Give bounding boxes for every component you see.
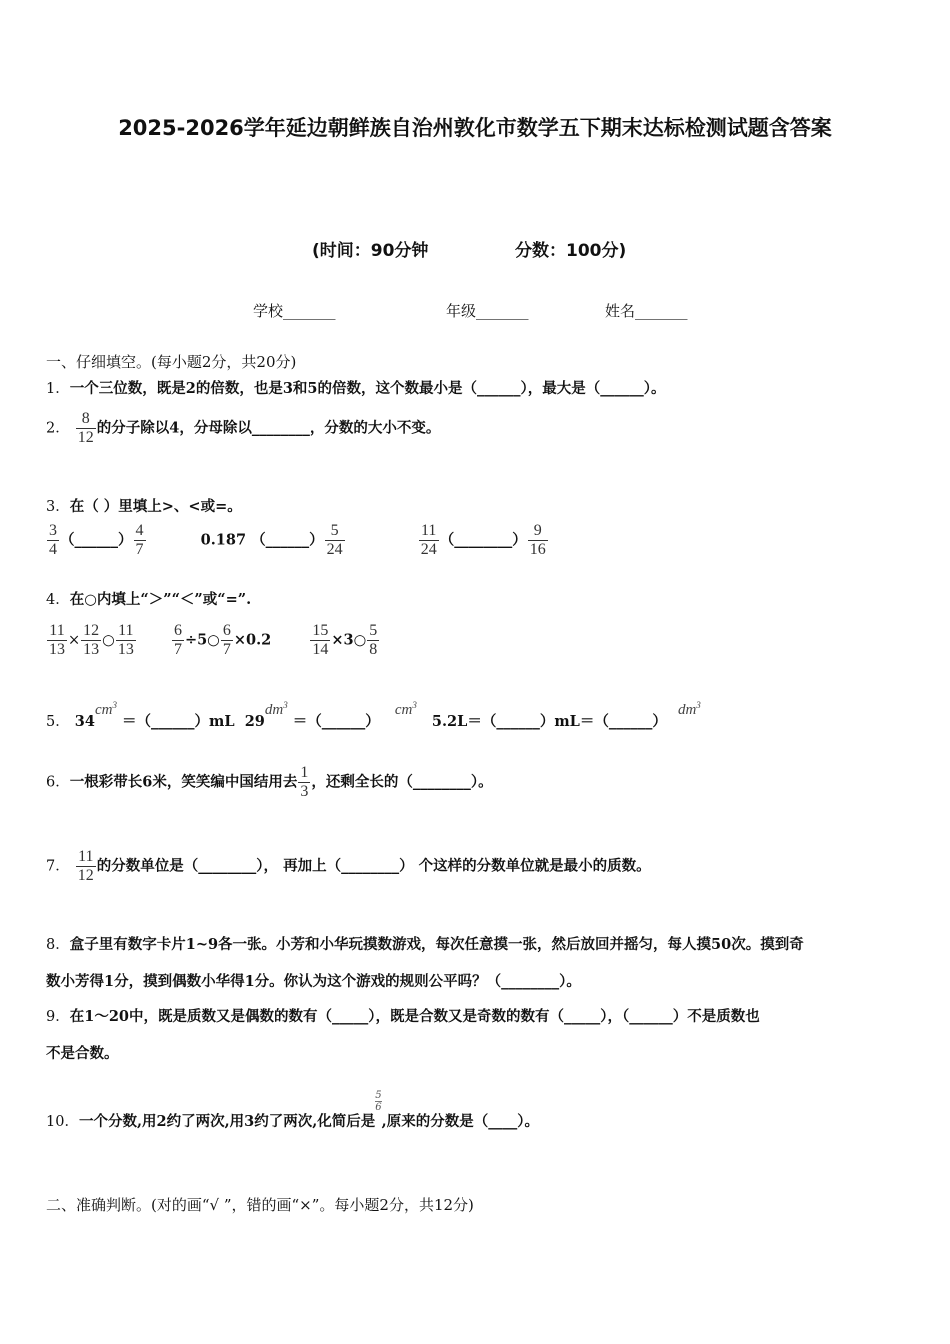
- question-9: [46, 1005, 760, 1026]
- unit-cubic-dm: $dm^3$: [677, 700, 701, 718]
- fraction: $\frac{11}{12}$: [77, 848, 94, 884]
- question-text: 盒子里有数字卡片1~9各一张。小芳和小华玩摸数游戏，每次任意摸一张，然后放回并摇匀，每人摸50次。摸到奇: [69, 936, 804, 953]
- unit-cubic-cm: $cm^3$: [94, 700, 117, 718]
- question-4: [46, 588, 251, 609]
- fraction: $\frac{15}{14}$: [312, 622, 329, 658]
- grade-field: 年级_______: [446, 302, 529, 320]
- question-10: 10．一个分数,用2约了两次,用3约了两次,化简后是 $\frac{5}{6}$ ,原来的分数是（____）。: [46, 1090, 539, 1130]
- fraction: $\frac{9}{16}$: [529, 522, 546, 558]
- question-text: 在○内填上“＞”“＜”或“=”.: [69, 591, 252, 608]
- fraction: $\frac{6}{7}$: [173, 622, 182, 658]
- question-number: 5．: [46, 714, 70, 730]
- fraction: $\frac{5}{6}$: [375, 1090, 382, 1113]
- question-number: 3．: [46, 499, 70, 515]
- fraction: $\frac{1}{3}$: [300, 764, 309, 800]
- name-field: 姓名_______: [605, 302, 688, 320]
- fraction: $\frac{11}{13}$: [117, 622, 134, 658]
- blank: （______）: [60, 531, 133, 549]
- question-text: 在（ ）里填上>、<或=。: [69, 498, 242, 515]
- question-5: 5． $34cm^3$ ＝（______）mL $29dm^3$ ＝（______） $cm^3$ 5.2L＝（______）mL＝（______） $dm^3$: [46, 700, 701, 730]
- exam-score: 分数：100分): [515, 241, 627, 261]
- page-title: 2025-2026学年延边朝鲜族自治州敦化市数学五下期末达标检测试题含答案: [118, 116, 832, 140]
- fraction: $\frac{4}{7}$: [135, 522, 144, 558]
- question-7: [46, 848, 651, 885]
- question-text: 一个分数,用2约了两次,用3约了两次,化简后是: [78, 1113, 376, 1130]
- unit-cubic-cm: $cm^3$: [394, 700, 417, 718]
- question-8: [46, 933, 804, 954]
- question-text: 一个三位数，既是2的倍数，也是3和5的倍数，这个数最小是（______），最大是（______）。: [69, 380, 666, 397]
- fraction: $\frac{3}{4}$: [49, 522, 57, 558]
- question-text: 一根彩带长6米，笑笑编中国结用去: [69, 773, 298, 791]
- question-3: [46, 495, 242, 516]
- blank: （______）: [251, 531, 324, 549]
- exam-time: (时间：90分钟: [312, 241, 429, 261]
- school-field: 学校_______: [253, 302, 336, 320]
- fraction: $\frac{5}{8}$: [369, 622, 378, 658]
- blank: （________）: [439, 531, 527, 549]
- question-text: 在1～20中，既是质数又是偶数的数有（_____），既是合数又是奇数的数有（_____），（______）不是质数也: [69, 1008, 760, 1025]
- fraction: $\frac{6}{7}$: [222, 622, 231, 658]
- question-number: 8．: [46, 937, 70, 953]
- question-number: 9．: [46, 1009, 70, 1025]
- unit-cubic-dm: $dm^3$: [264, 700, 288, 718]
- compare-circle: ○: [102, 632, 115, 649]
- question-6: 6．一根彩带长6米，笑笑编中国结用去 $\frac{1}{3}$ ，还剩全长的（________）。: [46, 764, 493, 800]
- question-number: 6．: [46, 774, 70, 791]
- fraction: $\frac{11}{24}$: [420, 522, 437, 558]
- section2-heading: 二、准确判断。(对的画“√ ”，错的画“×”。每小题2分，共12分): [46, 1196, 474, 1214]
- question-number: 7．: [46, 858, 70, 875]
- question-text: 的分子除以4，分母除以________，分数的大小不变。: [96, 419, 441, 437]
- question-number: 2．: [46, 420, 70, 437]
- question-4-items: $\frac{11}{13}$ × $\frac{12}{13}$ ○ $\frac{11}{13}$ $\frac{6}{7}$ ÷5○ $\frac{6}{7}$ ×0.2 $\frac{15}{14}$ ×3○ $\frac{5}{8}$: [49, 622, 378, 658]
- question-8-cont: 数小芳得1分，摸到偶数小华得1分。你认为这个游戏的规则公平吗？（________）。: [46, 973, 581, 990]
- question-1: [46, 377, 666, 398]
- fraction: $\frac{12}{13}$: [83, 622, 100, 658]
- fraction: $\frac{5}{24}$: [326, 522, 343, 558]
- question-number: 10．: [46, 1114, 79, 1130]
- question-number: 1．: [46, 381, 70, 397]
- question-text: 的分数单位是（________）， 再加上（________） 个这样的分数单位就是最小的质数。: [96, 857, 651, 875]
- question-number: 4．: [46, 592, 70, 608]
- section1-heading: 一、仔细填空。(每小题2分，共20分): [46, 353, 297, 371]
- fraction: $\frac{8}{12}$: [77, 410, 94, 446]
- question-2: [46, 410, 440, 447]
- question-3-items: [46, 522, 549, 559]
- decimal-value: 0.187: [200, 531, 247, 549]
- fraction: $\frac{11}{13}$: [49, 622, 65, 658]
- question-9-cont: 不是合数。: [46, 1045, 119, 1062]
